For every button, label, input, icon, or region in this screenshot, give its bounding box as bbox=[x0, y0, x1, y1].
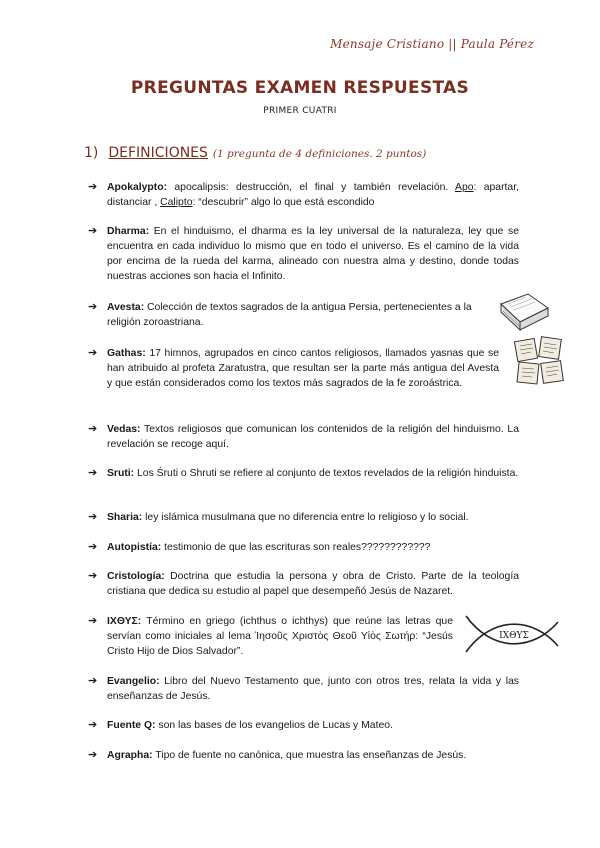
arrow-bullet: ➔ bbox=[88, 749, 98, 761]
arrow-bullet: ➔ bbox=[88, 347, 98, 359]
term-apokalypto: Apokalypto: bbox=[107, 182, 168, 193]
ichthys-fish-icon bbox=[462, 612, 562, 656]
arrow-bullet: ➔ bbox=[88, 511, 98, 523]
arrow-bullet: ➔ bbox=[88, 225, 98, 237]
term-gathas: Gathas: bbox=[107, 348, 146, 359]
arrow-bullet: ➔ bbox=[88, 181, 98, 193]
arrow-bullet: ➔ bbox=[88, 423, 98, 435]
term-calipto: Calipto bbox=[160, 197, 193, 208]
arrow-bullet: ➔ bbox=[88, 675, 98, 687]
scroll-illustration bbox=[512, 334, 566, 388]
section-heading bbox=[84, 145, 426, 161]
term-agrapha: Agrapha: bbox=[107, 750, 153, 761]
section-name: DEFINICIONES bbox=[108, 145, 208, 161]
arrow-bullet: ➔ bbox=[88, 719, 98, 731]
term-sharia: Sharia: bbox=[107, 512, 143, 523]
term-apo: Apo bbox=[455, 182, 474, 193]
term-ichthys: ΙΧΘΥΣ: bbox=[107, 616, 142, 627]
page-title: PREGUNTAS EXAMEN RESPUESTAS bbox=[130, 78, 470, 98]
arrow-bullet: ➔ bbox=[88, 615, 98, 627]
term-sruti: Sruti: bbox=[107, 468, 135, 479]
page-subtitle: PRIMER CUATRI bbox=[263, 106, 337, 116]
header-brand: Mensaje Cristiano || Paula Pérez bbox=[330, 37, 534, 51]
arrow-bullet: ➔ bbox=[88, 301, 98, 313]
section-note: (1 pregunta de 4 definiciones. 2 puntos) bbox=[212, 148, 427, 160]
term-fuente-q: Fuente Q: bbox=[107, 720, 156, 731]
section-number: 1) bbox=[84, 145, 99, 161]
ichthys-fish-label: IXΘYΣ bbox=[499, 631, 529, 641]
book-illustration bbox=[498, 292, 550, 332]
term-cristologia: Cristología: bbox=[107, 571, 165, 582]
term-evangelio: Evangelio: bbox=[107, 676, 160, 687]
term-avesta: Avesta: bbox=[107, 302, 145, 313]
arrow-bullet: ➔ bbox=[88, 467, 98, 479]
term-autopistia: Autopistía: bbox=[107, 542, 162, 553]
arrow-bullet: ➔ bbox=[88, 570, 98, 582]
term-dharma: Dharma: bbox=[107, 226, 150, 237]
term-vedas: Vedas: bbox=[107, 424, 141, 435]
arrow-bullet: ➔ bbox=[88, 541, 98, 553]
